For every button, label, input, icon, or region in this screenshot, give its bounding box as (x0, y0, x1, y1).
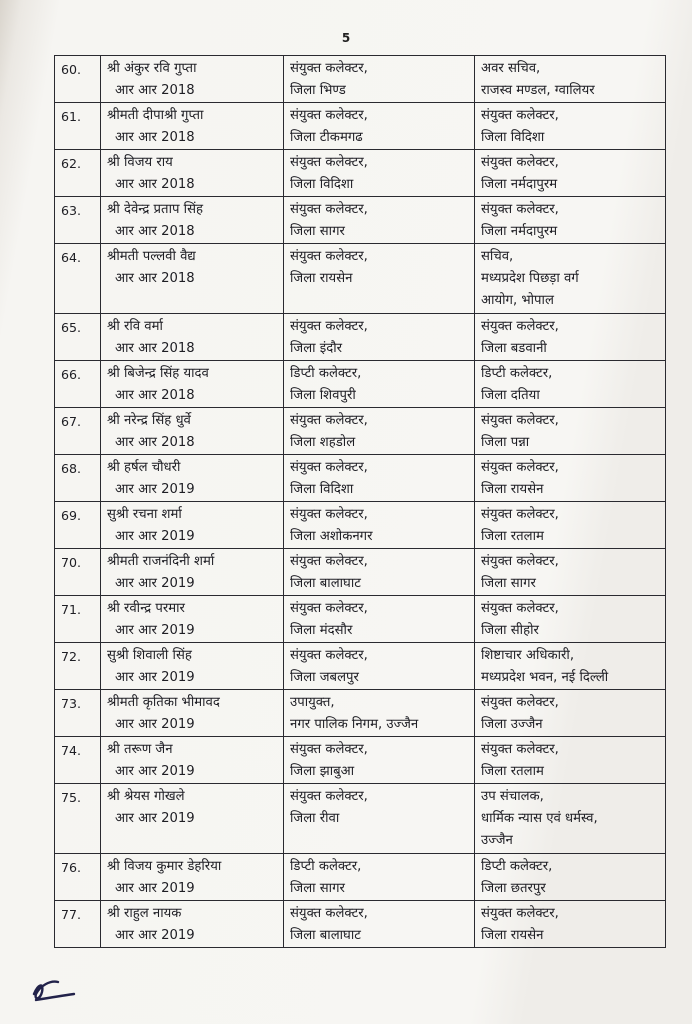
table-row (55, 901, 666, 948)
current-posting-cell (284, 197, 475, 244)
officer-name: श्री विजय कुमार डेहरिया (107, 859, 222, 874)
table-row (55, 103, 666, 150)
current-posting-cell (284, 502, 475, 549)
serial-number-cell: 76. (55, 854, 101, 901)
current-posting-cell (284, 103, 475, 150)
new-posting-cell (475, 150, 666, 197)
new-posting-line: जिला नर्मदापुरम (481, 224, 558, 239)
current-posting-line: संयुक्त कलेक्टर, (290, 742, 368, 757)
current-posting-line: डिप्टी कलेक्टर, (290, 859, 362, 874)
current-posting-cell (284, 361, 475, 408)
new-posting-line: संयुक्त कलेक्टर, (481, 155, 559, 170)
officer-cell (101, 854, 284, 901)
serial-number-cell: 68. (55, 455, 101, 502)
table-row (55, 549, 666, 596)
officer-batch: आर आर 2019 (115, 529, 195, 544)
new-posting-cell (475, 56, 666, 103)
new-posting-cell (475, 549, 666, 596)
officer-batch: आर आर 2019 (115, 811, 195, 826)
officer-name: श्रीमती राजनंदिनी शर्मा (107, 554, 215, 569)
current-posting-cell (284, 150, 475, 197)
current-posting-line: संयुक्त कलेक्टर, (290, 413, 368, 428)
officer-name: श्री बिजेन्द्र सिंह यादव (107, 366, 209, 381)
officer-batch: आर आर 2018 (115, 435, 195, 450)
officer-name: सुश्री शिवाली सिंह (107, 648, 192, 663)
current-posting-line: संयुक्त कलेक्टर, (290, 648, 368, 663)
officer-name: श्री हर्षल चौधरी (107, 460, 181, 475)
current-posting-line: जिला इंदौर (290, 341, 343, 356)
new-posting-line: संयुक्त कलेक्टर, (481, 554, 559, 569)
officer-batch: आर आर 2018 (115, 224, 195, 239)
current-posting-cell (284, 549, 475, 596)
current-posting-line: संयुक्त कलेक्टर, (290, 108, 368, 123)
new-posting-line: जिला छतरपुर (481, 881, 546, 896)
table-row (55, 56, 666, 103)
new-posting-line: जिला रतलाम (481, 764, 544, 779)
current-posting-line: उपायुक्त, (290, 695, 335, 710)
serial-number-cell: 73. (55, 690, 101, 737)
new-posting-line: जिला उज्जैन (481, 717, 543, 732)
serial-number-cell: 65. (55, 314, 101, 361)
new-posting-line: संयुक्त कलेक्टर, (481, 601, 559, 616)
current-posting-cell (284, 784, 475, 854)
officer-cell (101, 455, 284, 502)
officer-cell (101, 690, 284, 737)
new-posting-line: संयुक्त कलेक्टर, (481, 319, 559, 334)
current-posting-line: जिला टीकमगढ (290, 130, 363, 145)
current-posting-line: संयुक्त कलेक्टर, (290, 61, 368, 76)
officer-name: श्री नरेन्द्र सिंह धुर्वे (107, 413, 191, 428)
current-posting-line: संयुक्त कलेक्टर, (290, 202, 368, 217)
new-posting-cell (475, 314, 666, 361)
officer-cell (101, 596, 284, 643)
current-posting-line: संयुक्त कलेक्टर, (290, 319, 368, 334)
new-posting-cell (475, 361, 666, 408)
table-row (55, 244, 666, 314)
officer-batch: आर आर 2019 (115, 717, 195, 732)
current-posting-cell (284, 690, 475, 737)
serial-number-cell: 72. (55, 643, 101, 690)
new-posting-line: जिला रायसेन (481, 928, 544, 943)
current-posting-cell (284, 643, 475, 690)
new-posting-line: शिष्टाचार अधिकारी, (481, 648, 575, 663)
new-posting-line: जिला विदिशा (481, 130, 545, 145)
officer-name: श्रीमती पल्लवी वैद्य (107, 249, 196, 264)
current-posting-line: संयुक्त कलेक्टर, (290, 460, 368, 475)
officer-batch: आर आर 2019 (115, 881, 195, 896)
table-row (55, 150, 666, 197)
new-posting-cell (475, 596, 666, 643)
current-posting-line: जिला अशोकनगर (290, 529, 373, 544)
officer-cell (101, 314, 284, 361)
new-posting-line: जिला नर्मदापुरम (481, 177, 558, 192)
new-posting-line: आयोग, भोपाल (481, 293, 554, 308)
new-posting-line: संयुक्त कलेक्टर, (481, 413, 559, 428)
new-posting-line: संयुक्त कलेक्टर, (481, 695, 559, 710)
table-row (55, 502, 666, 549)
officer-cell (101, 408, 284, 455)
current-posting-line: जिला बालाघाट (290, 576, 361, 591)
serial-number-cell: 60. (55, 56, 101, 103)
serial-number-cell: 74. (55, 737, 101, 784)
current-posting-cell (284, 901, 475, 948)
current-posting-line: जिला भिण्ड (290, 83, 346, 98)
officer-cell (101, 244, 284, 314)
officer-cell (101, 784, 284, 854)
new-posting-cell (475, 643, 666, 690)
officer-batch: आर आर 2018 (115, 130, 195, 145)
new-posting-line: डिप्टी कलेक्टर, (481, 366, 553, 381)
new-posting-line: संयुक्त कलेक्टर, (481, 906, 559, 921)
current-posting-line: संयुक्त कलेक्टर, (290, 601, 368, 616)
officer-batch: आर आर 2018 (115, 271, 195, 286)
new-posting-line: मध्यप्रदेश पिछड़ा वर्ग (481, 271, 579, 286)
current-posting-cell (284, 244, 475, 314)
current-posting-line: जिला विदिशा (290, 482, 354, 497)
transfer-table (54, 55, 666, 948)
new-posting-line: डिप्टी कलेक्टर, (481, 859, 553, 874)
table-row (55, 690, 666, 737)
new-posting-line: सचिव, (481, 249, 514, 264)
officer-cell (101, 197, 284, 244)
serial-number-cell: 77. (55, 901, 101, 948)
officer-name: श्रीमती दीपाश्री गुप्ता (107, 108, 204, 123)
current-posting-cell (284, 455, 475, 502)
new-posting-cell (475, 854, 666, 901)
officer-batch: आर आर 2018 (115, 388, 195, 403)
officer-name: श्री रवि वर्मा (107, 319, 163, 334)
serial-number-cell: 69. (55, 502, 101, 549)
new-posting-line: उज्जैन (481, 833, 513, 848)
transfer-table-body (55, 56, 666, 948)
officer-name: श्री तरूण जैन (107, 742, 173, 757)
officer-cell (101, 549, 284, 596)
serial-number-cell: 66. (55, 361, 101, 408)
officer-batch: आर आर 2019 (115, 623, 195, 638)
table-row (55, 737, 666, 784)
officer-batch: आर आर 2019 (115, 670, 195, 685)
table-row (55, 643, 666, 690)
current-posting-line: जिला विदिशा (290, 177, 354, 192)
current-posting-line: जिला सागर (290, 224, 345, 239)
officer-name: श्री रवीन्द्र परमार (107, 601, 185, 616)
new-posting-line: उप संचालक, (481, 789, 544, 804)
current-posting-line: संयुक्त कलेक्टर, (290, 906, 368, 921)
current-posting-line: डिप्टी कलेक्टर, (290, 366, 362, 381)
initials-signature (28, 974, 78, 1008)
officer-batch: आर आर 2018 (115, 177, 195, 192)
new-posting-cell (475, 244, 666, 314)
serial-number-cell: 70. (55, 549, 101, 596)
new-posting-line: जिला सीहोर (481, 623, 539, 638)
new-posting-cell (475, 901, 666, 948)
table-row (55, 455, 666, 502)
new-posting-line: जिला रायसेन (481, 482, 544, 497)
current-posting-cell (284, 314, 475, 361)
new-posting-line: जिला पन्ना (481, 435, 530, 450)
current-posting-cell (284, 56, 475, 103)
officer-cell (101, 502, 284, 549)
new-posting-line: राजस्व मण्डल, ग्वालियर (481, 83, 595, 98)
current-posting-cell (284, 737, 475, 784)
new-posting-line: संयुक्त कलेक्टर, (481, 507, 559, 522)
officer-cell (101, 643, 284, 690)
new-posting-cell (475, 784, 666, 854)
serial-number-cell: 67. (55, 408, 101, 455)
current-posting-line: जिला मंदसौर (290, 623, 353, 638)
officer-batch: आर आर 2019 (115, 482, 195, 497)
officer-name: श्री विजय राय (107, 155, 173, 170)
serial-number-cell: 61. (55, 103, 101, 150)
new-posting-line: जिला सागर (481, 576, 536, 591)
current-posting-cell (284, 854, 475, 901)
new-posting-cell (475, 408, 666, 455)
officer-cell (101, 737, 284, 784)
serial-number-cell: 75. (55, 784, 101, 854)
officer-batch: आर आर 2019 (115, 928, 195, 943)
table-row (55, 784, 666, 854)
table-row (55, 408, 666, 455)
current-posting-line: नगर पालिक निगम, उज्जैन (290, 717, 419, 732)
current-posting-line: जिला जबलपुर (290, 670, 359, 685)
new-posting-cell (475, 103, 666, 150)
officer-cell (101, 56, 284, 103)
new-posting-line: जिला बडवानी (481, 341, 547, 356)
new-posting-line: मध्यप्रदेश भवन, नई दिल्ली (481, 670, 609, 685)
current-posting-line: संयुक्त कलेक्टर, (290, 554, 368, 569)
current-posting-cell (284, 596, 475, 643)
current-posting-line: संयुक्त कलेक्टर, (290, 155, 368, 170)
current-posting-line: जिला शहडोल (290, 435, 356, 450)
current-posting-cell (284, 408, 475, 455)
current-posting-line: संयुक्त कलेक्टर, (290, 249, 368, 264)
new-posting-cell (475, 737, 666, 784)
officer-batch: आर आर 2018 (115, 83, 195, 98)
officer-batch: आर आर 2019 (115, 576, 195, 591)
current-posting-line: जिला रीवा (290, 811, 340, 826)
new-posting-line: संयुक्त कलेक्टर, (481, 460, 559, 475)
new-posting-line: अवर सचिव, (481, 61, 541, 76)
new-posting-line: जिला रतलाम (481, 529, 544, 544)
table-row (55, 361, 666, 408)
new-posting-line: धार्मिक न्यास एवं धर्मस्व, (481, 811, 598, 826)
table-row (55, 197, 666, 244)
officer-name: श्री राहुल नायक (107, 906, 182, 921)
table-row (55, 314, 666, 361)
new-posting-line: संयुक्त कलेक्टर, (481, 202, 559, 217)
officer-name: सुश्री रचना शर्मा (107, 507, 182, 522)
officer-cell (101, 150, 284, 197)
page-number: 5 (341, 31, 351, 45)
officer-name: श्री देवेन्द्र प्रताप सिंह (107, 202, 203, 217)
serial-number-cell: 71. (55, 596, 101, 643)
officer-cell (101, 901, 284, 948)
table-row (55, 854, 666, 901)
new-posting-line: जिला दतिया (481, 388, 540, 403)
serial-number-cell: 63. (55, 197, 101, 244)
current-posting-line: जिला झाबुआ (290, 764, 355, 779)
officer-cell (101, 361, 284, 408)
new-posting-cell (475, 197, 666, 244)
current-posting-line: जिला शिवपुरी (290, 388, 356, 403)
table-row (55, 596, 666, 643)
officer-batch: आर आर 2018 (115, 341, 195, 356)
current-posting-line: जिला सागर (290, 881, 345, 896)
serial-number-cell: 64. (55, 244, 101, 314)
new-posting-cell (475, 502, 666, 549)
officer-name: श्री अंकुर रवि गुप्ता (107, 61, 197, 76)
current-posting-line: जिला बालाघाट (290, 928, 361, 943)
officer-batch: आर आर 2019 (115, 764, 195, 779)
officer-name: श्री श्रेयस गोखले (107, 789, 185, 804)
officer-name: श्रीमती कृतिका भीमावद (107, 695, 220, 710)
new-posting-cell (475, 455, 666, 502)
current-posting-line: जिला रायसेन (290, 271, 353, 286)
serial-number-cell: 62. (55, 150, 101, 197)
current-posting-line: संयुक्त कलेक्टर, (290, 507, 368, 522)
new-posting-line: संयुक्त कलेक्टर, (481, 108, 559, 123)
current-posting-line: संयुक्त कलेक्टर, (290, 789, 368, 804)
officer-cell (101, 103, 284, 150)
new-posting-cell (475, 690, 666, 737)
new-posting-line: संयुक्त कलेक्टर, (481, 742, 559, 757)
